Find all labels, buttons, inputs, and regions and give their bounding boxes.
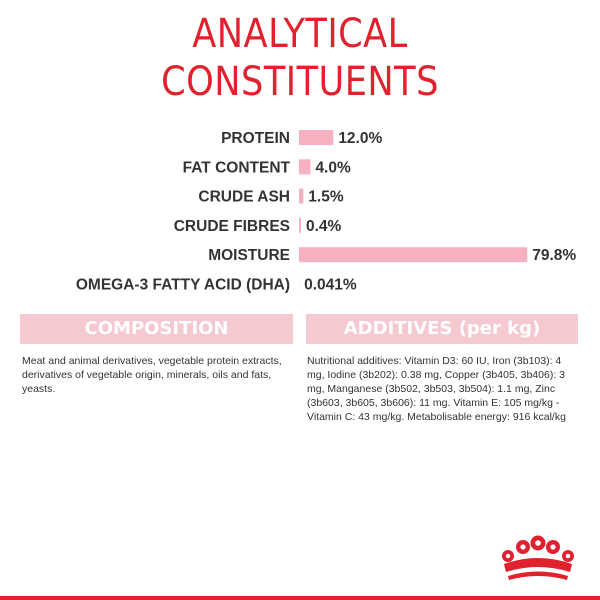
bar (299, 247, 527, 262)
value-label: 0.4% (306, 217, 342, 235)
category-label: MOISTURE (208, 247, 290, 265)
category-label: FAT CONTENT (182, 159, 290, 177)
title-line-2: CONSTITUENTS (161, 59, 439, 105)
bar (299, 189, 303, 204)
additives-title: ADDITIVES (per kg) (343, 318, 541, 339)
value-label: 79.8% (532, 247, 577, 265)
bar (299, 218, 301, 233)
value-label: 12.0% (338, 130, 383, 147)
category-label: PROTEIN (221, 130, 290, 147)
crown-logo-icon (498, 534, 578, 584)
footer-red-line (0, 596, 600, 600)
value-label: 4.0% (315, 159, 351, 177)
title-line-1: ANALYTICAL (192, 11, 408, 57)
additives-text: Nutritional additives: Vitamin D3: 60 IU, Iron (3b103): 4 mg, Iodine (3b202): 0.38 mg, Copper (3b405, 3b406): 3 mg, Manganese (3b502, 3b503, 3b504): 1.1 mg, Zinc (3b603, 3b605, 3b606): 11 mg. Vitamin E: 105 mg/kg - Vitamin C: 43 mg/kg. Metabolisable energy: 916 kcal/kg (307, 355, 566, 423)
composition-title: COMPOSITION (84, 318, 229, 339)
value-label: 0.041% (304, 276, 357, 294)
bar (299, 159, 310, 174)
category-label: OMEGA-3 FATTY ACID (DHA) (75, 276, 290, 294)
category-label: CRUDE ASH (198, 188, 290, 206)
value-label: 1.5% (308, 188, 344, 206)
category-label: CRUDE FIBRES (173, 217, 290, 235)
composition-text: Meat and animal derivatives, vegetable protein extracts, derivatives of vegetable origin, minerals, oils and fats, yeasts. (22, 355, 282, 395)
bar (299, 130, 333, 145)
